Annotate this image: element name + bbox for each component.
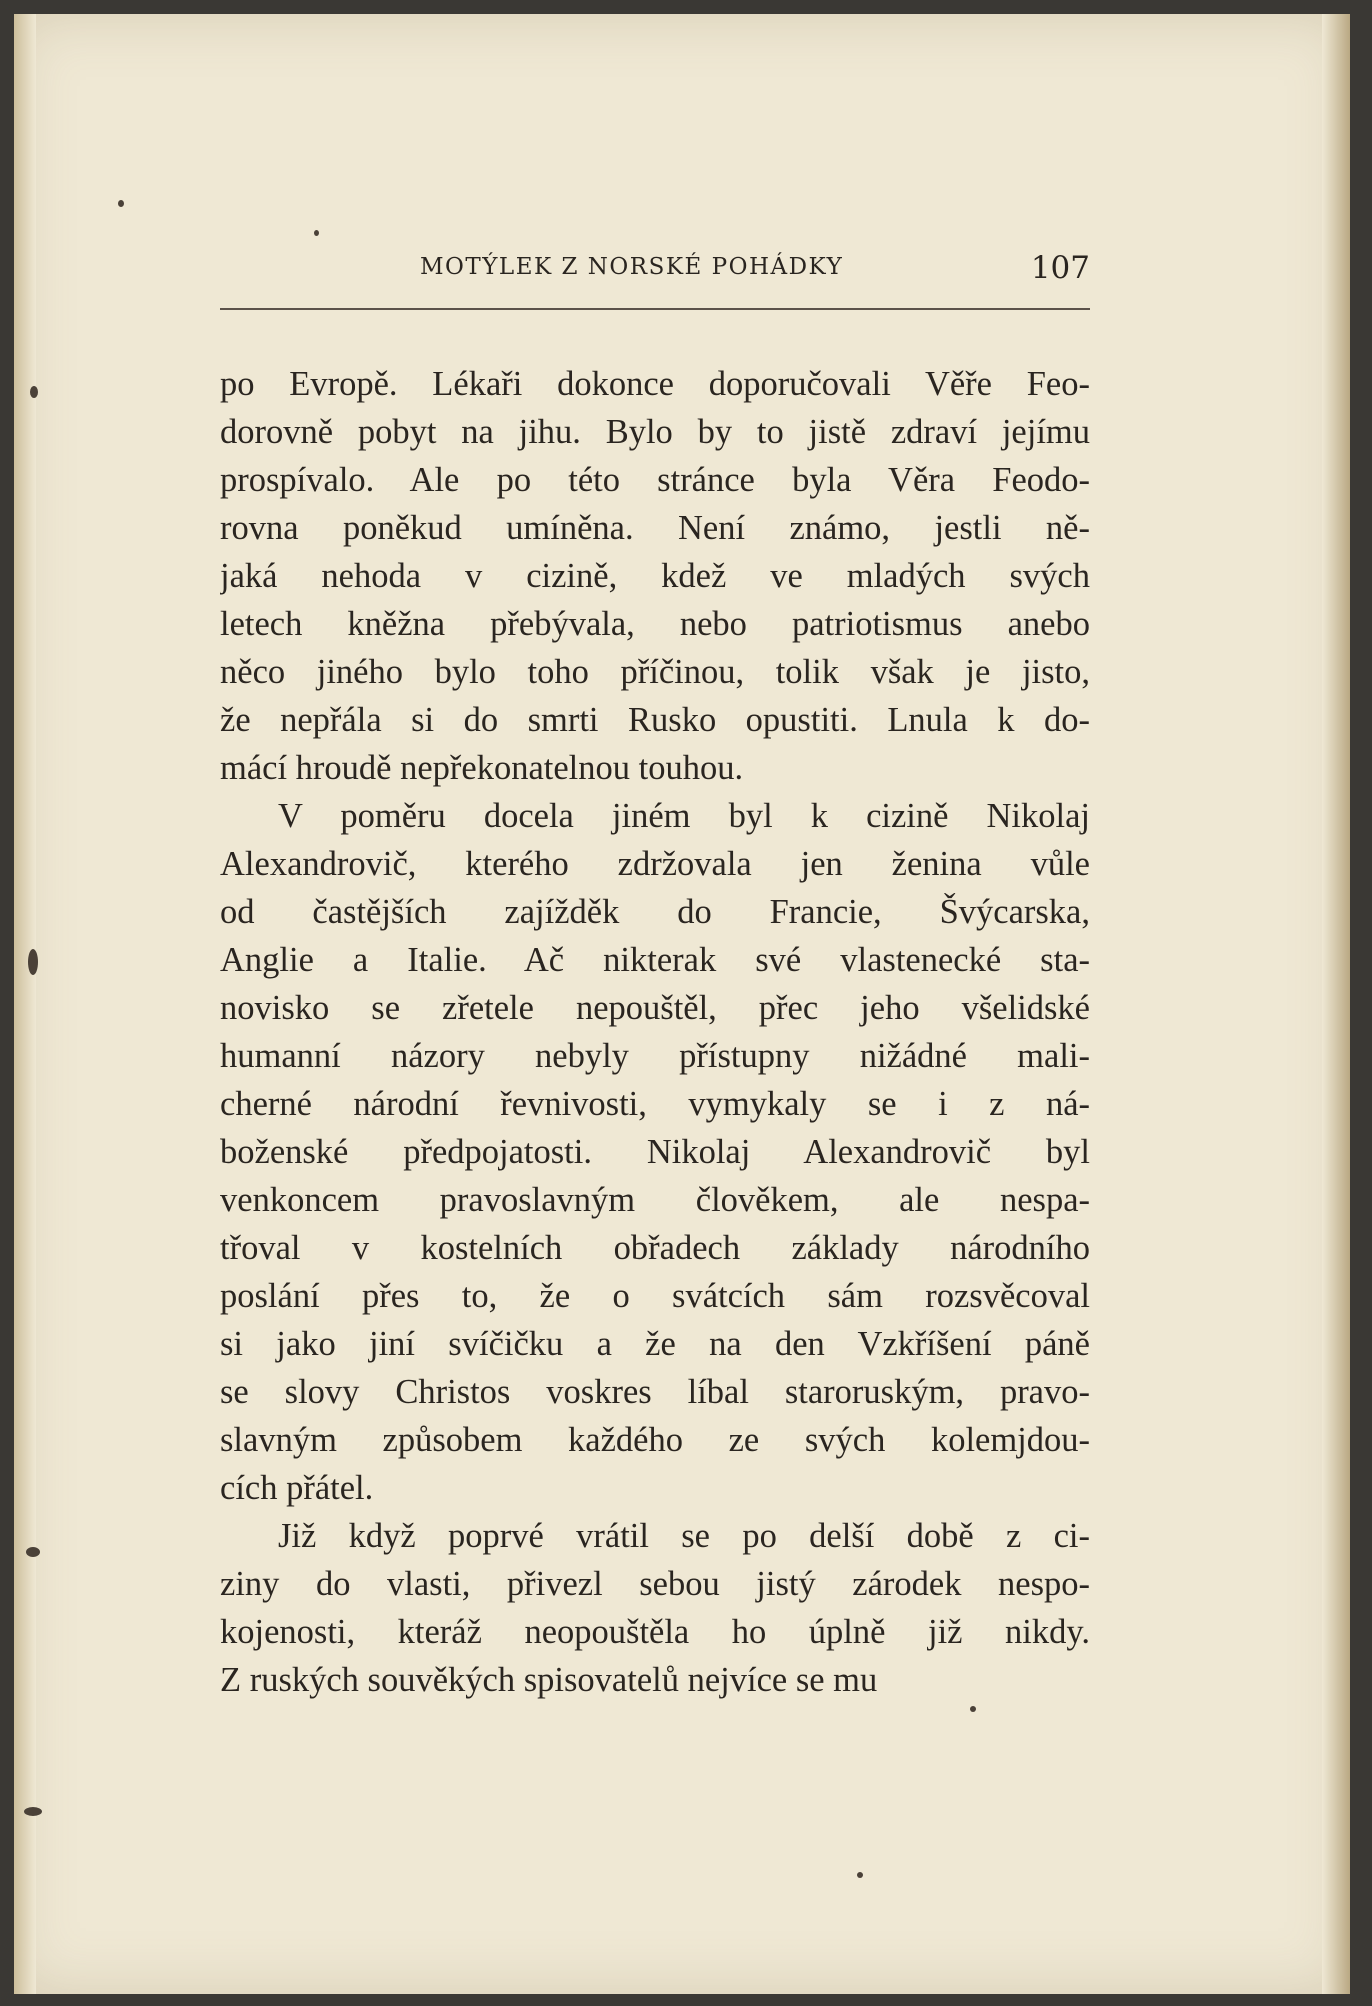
text-line: že nepřála si do smrti Rusko opustiti. Lnula k do-: [220, 701, 1090, 739]
text-line: venkoncem pravoslavným člověkem, ale nespa-: [220, 1181, 1090, 1219]
text-line: slavným způsobem každého ze svých kolemjdou-: [220, 1421, 1090, 1459]
ink-speck: [24, 1807, 42, 1816]
text-line: humanní názory nebyly přístupny nižádné mali-: [220, 1037, 1090, 1075]
text-line: kojenosti, kteráž neopouštěla ho úplně již nikdy.: [220, 1613, 1090, 1651]
running-head: MOTÝLEK Z NORSKÉ POHÁDKY: [420, 254, 844, 280]
header-rule: [220, 308, 1090, 310]
text-line: jaká nehoda v cizině, kdež ve mladých svých: [220, 557, 1090, 595]
text-line: Alexandrovič, kterého zdržovala jen ženina vůle: [220, 845, 1090, 883]
text-line: poslání přes to, že o svátcích sám rozsvěcoval: [220, 1277, 1090, 1315]
text-line: po Evropě. Lékaři dokonce doporučovali Věře Feo-: [220, 365, 1090, 403]
text-line: V poměru docela jiném byl k cizině Nikolaj: [278, 797, 1090, 835]
text-line: novisko se zřetele nepouštěl, přec jeho všelidské: [220, 989, 1090, 1027]
text-line: něco jiného bylo toho příčinou, tolik však je jisto,: [220, 653, 1090, 691]
text-line: třoval v kostelních obřadech základy národního: [220, 1229, 1090, 1267]
ink-speck: [118, 200, 124, 207]
text-line: od častějších zajížděk do Francie, Švýcarska,: [220, 893, 1090, 931]
ink-speck: [314, 230, 319, 236]
text-line: Již když poprvé vrátil se po delší době z ci-: [278, 1517, 1090, 1555]
ink-speck: [30, 386, 38, 398]
page-header: [220, 250, 1090, 300]
text-line: Anglie a Italie. Ač nikterak své vlastenecké sta-: [220, 941, 1090, 979]
book-page: [14, 14, 1350, 1994]
ink-speck: [28, 949, 38, 975]
ink-speck: [857, 1872, 863, 1878]
text-line: cích přátel.: [220, 1469, 374, 1507]
text-line: dorovně pobyt na jihu. Bylo by to jistě zdraví jejímu: [220, 413, 1090, 451]
text-line: Z ruských souvěkých spisovatelů nejvíce se mu: [220, 1661, 878, 1699]
ink-speck: [970, 1706, 976, 1712]
page-number: 107: [1030, 250, 1090, 286]
text-line: cherné národní řevnivosti, vymykaly se i z ná-: [220, 1085, 1090, 1123]
text-line: rovna poněkud umíněna. Není známo, jestli ně-: [220, 509, 1090, 547]
ink-speck: [26, 1547, 40, 1557]
text-line: ziny do vlasti, přivezl sebou jistý zárodek nespo-: [220, 1565, 1090, 1603]
text-line: si jako jiní svíčičku a že na den Vzkříšení páně: [220, 1325, 1090, 1363]
text-line: boženské předpojatosti. Nikolaj Alexandrovič byl: [220, 1133, 1090, 1171]
text-line: se slovy Christos voskres líbal staroruským, pravo-: [220, 1373, 1090, 1411]
body-text: [220, 360, 1090, 1704]
text-line: prospívalo. Ale po této stránce byla Věra Feodo-: [220, 461, 1090, 499]
page-edge: [1322, 14, 1350, 1994]
binding-edge: [14, 14, 36, 1994]
text-line: mácí hroudě nepřekonatelnou touhou.: [220, 749, 744, 787]
text-line: letech kněžna přebývala, nebo patriotismus anebo: [220, 605, 1090, 643]
